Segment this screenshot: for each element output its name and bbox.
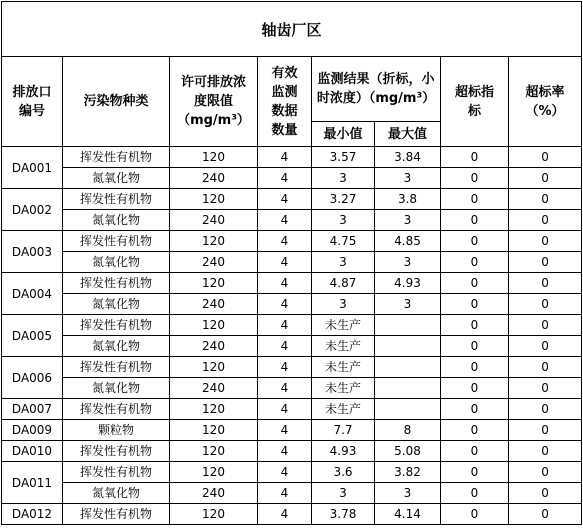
valid-count-cell: 4 — [258, 231, 312, 252]
header-max: 最大值 — [375, 122, 441, 147]
pollutant-cell: 挥发性有机物 — [63, 147, 170, 168]
min-value-cell: 3 — [312, 168, 375, 189]
title-row — [2, 2, 582, 57]
limit-cell: 240 — [170, 210, 258, 231]
table-row — [2, 336, 582, 357]
limit-cell: 120 — [170, 315, 258, 336]
valid-count-cell: 4 — [258, 462, 312, 483]
max-value-cell: 3 — [375, 294, 441, 315]
max-value-cell: 3 — [375, 210, 441, 231]
valid-count-cell: 4 — [258, 294, 312, 315]
valid-count-cell: 4 — [258, 210, 312, 231]
emission-monitoring-table — [1, 1, 582, 525]
exceed-rate-cell: 0 — [509, 399, 582, 420]
min-value-cell: 3 — [312, 210, 375, 231]
pollutant-cell: 挥发性有机物 — [63, 189, 170, 210]
valid-count-cell: 4 — [258, 147, 312, 168]
exceed-rate-cell: 0 — [509, 273, 582, 294]
header-exceed-rate-line1: 超标率 — [525, 84, 565, 100]
min-value-cell: 未生产 — [312, 399, 375, 420]
exceed-indicator-cell: 0 — [441, 441, 509, 462]
header-result-line1: 监测结果（折标，小 — [317, 72, 435, 87]
exceed-indicator-cell: 0 — [441, 189, 509, 210]
limit-cell: 120 — [170, 420, 258, 441]
exceed-indicator-cell: 0 — [441, 294, 509, 315]
table-title: 轴齿厂区 — [2, 2, 582, 57]
limit-cell: 120 — [170, 441, 258, 462]
limit-cell: 120 — [170, 147, 258, 168]
max-value-cell: 3.8 — [375, 189, 441, 210]
max-value-cell: 3 — [375, 252, 441, 273]
table-row — [2, 147, 582, 168]
table-row — [2, 294, 582, 315]
limit-cell: 240 — [170, 378, 258, 399]
header-outlet-id — [2, 57, 63, 147]
header-monitoring-result — [312, 57, 441, 122]
min-value-cell: 3.78 — [312, 504, 375, 525]
exceed-rate-cell: 0 — [509, 294, 582, 315]
max-value-cell — [375, 357, 441, 378]
min-value-cell: 未生产 — [312, 357, 375, 378]
exceed-rate-cell: 0 — [509, 168, 582, 189]
table-row — [2, 315, 582, 336]
header-exceed-indicator — [441, 57, 509, 147]
pollutant-cell: 氮氧化物 — [63, 378, 170, 399]
header-exceed-rate-line2: （%） — [525, 103, 565, 119]
table-row — [2, 420, 582, 441]
exceed-indicator-cell: 0 — [441, 231, 509, 252]
limit-cell: 120 — [170, 357, 258, 378]
valid-count-cell: 4 — [258, 504, 312, 525]
exceed-rate-cell: 0 — [509, 336, 582, 357]
outlet-id-cell: DA009 — [2, 420, 63, 441]
limit-cell: 240 — [170, 483, 258, 504]
max-value-cell: 3.84 — [375, 147, 441, 168]
limit-cell: 120 — [170, 231, 258, 252]
max-value-cell: 4.93 — [375, 273, 441, 294]
table-row — [2, 189, 582, 210]
limit-cell: 120 — [170, 273, 258, 294]
pollutant-cell: 挥发性有机物 — [63, 273, 170, 294]
table-row — [2, 399, 582, 420]
pollutant-cell: 挥发性有机物 — [63, 462, 170, 483]
header-exceed-indicator-line1: 超标指 — [454, 84, 494, 100]
exceed-indicator-cell: 0 — [441, 357, 509, 378]
min-value-cell: 3 — [312, 483, 375, 504]
max-value-cell: 8 — [375, 420, 441, 441]
exceed-indicator-cell: 0 — [441, 252, 509, 273]
exceed-rate-cell: 0 — [509, 504, 582, 525]
exceed-indicator-cell: 0 — [441, 420, 509, 441]
pollutant-cell: 氮氧化物 — [63, 483, 170, 504]
table-row — [2, 252, 582, 273]
outlet-id-cell: DA001 — [2, 147, 63, 189]
exceed-indicator-cell: 0 — [441, 378, 509, 399]
valid-count-cell: 4 — [258, 336, 312, 357]
max-value-cell: 4.14 — [375, 504, 441, 525]
pollutant-cell: 挥发性有机物 — [63, 399, 170, 420]
min-value-cell: 4.93 — [312, 441, 375, 462]
pollutant-cell: 挥发性有机物 — [63, 441, 170, 462]
valid-count-cell: 4 — [258, 378, 312, 399]
header-row — [2, 57, 582, 122]
exceed-rate-cell: 0 — [509, 210, 582, 231]
header-limit-line1: 许可排放浓 — [180, 75, 246, 90]
limit-cell: 120 — [170, 504, 258, 525]
header-result-line2: 时浓度）（mg/m³） — [316, 91, 436, 106]
exceed-rate-cell: 0 — [509, 441, 582, 462]
min-value-cell: 3 — [312, 252, 375, 273]
limit-cell: 240 — [170, 168, 258, 189]
exceed-rate-cell: 0 — [509, 483, 582, 504]
outlet-id-cell: DA010 — [2, 441, 63, 462]
exceed-indicator-cell: 0 — [441, 399, 509, 420]
max-value-cell: 3.82 — [375, 462, 441, 483]
min-value-cell: 3.27 — [312, 189, 375, 210]
table-row — [2, 231, 582, 252]
pollutant-cell: 挥发性有机物 — [63, 231, 170, 252]
outlet-id-cell: DA012 — [2, 504, 63, 525]
exceed-indicator-cell: 0 — [441, 210, 509, 231]
exceed-rate-cell: 0 — [509, 315, 582, 336]
limit-cell: 240 — [170, 252, 258, 273]
outlet-id-cell: DA007 — [2, 399, 63, 420]
exceed-rate-cell: 0 — [509, 189, 582, 210]
max-value-cell: 3 — [375, 168, 441, 189]
header-exceed-rate — [509, 57, 582, 147]
pollutant-cell: 氮氧化物 — [63, 336, 170, 357]
valid-count-cell: 4 — [258, 483, 312, 504]
exceed-rate-cell: 0 — [509, 420, 582, 441]
limit-cell: 120 — [170, 399, 258, 420]
header-valid-count-line2: 监测 — [271, 84, 298, 100]
table-row — [2, 504, 582, 525]
header-limit-line3: （mg/m³） — [177, 113, 250, 128]
min-value-cell: 3 — [312, 294, 375, 315]
min-value-cell: 3.57 — [312, 147, 375, 168]
exceed-indicator-cell: 0 — [441, 147, 509, 168]
pollutant-cell: 氮氧化物 — [63, 252, 170, 273]
pollutant-cell: 氮氧化物 — [63, 168, 170, 189]
table-row — [2, 168, 582, 189]
header-limit — [170, 57, 258, 147]
min-value-cell: 未生产 — [312, 378, 375, 399]
valid-count-cell: 4 — [258, 315, 312, 336]
min-value-cell: 未生产 — [312, 336, 375, 357]
table-row — [2, 483, 582, 504]
valid-count-cell: 4 — [258, 252, 312, 273]
exceed-indicator-cell: 0 — [441, 462, 509, 483]
exceed-rate-cell: 0 — [509, 252, 582, 273]
table-row — [2, 210, 582, 231]
table-row — [2, 357, 582, 378]
header-limit-line2: 度限值 — [193, 94, 233, 109]
header-valid-count-line3: 数据 — [271, 103, 298, 119]
limit-cell: 120 — [170, 189, 258, 210]
header-exceed-indicator-line2: 标 — [467, 103, 481, 119]
limit-cell: 240 — [170, 294, 258, 315]
valid-count-cell: 4 — [258, 273, 312, 294]
outlet-id-cell: DA005 — [2, 315, 63, 357]
header-valid-count — [258, 57, 312, 147]
outlet-id-cell: DA011 — [2, 462, 63, 504]
exceed-rate-cell: 0 — [509, 231, 582, 252]
min-value-cell: 7.7 — [312, 420, 375, 441]
header-valid-count-line4: 数量 — [271, 122, 298, 138]
header-valid-count-line1: 有效 — [271, 65, 298, 81]
min-value-cell: 3.6 — [312, 462, 375, 483]
valid-count-cell: 4 — [258, 441, 312, 462]
valid-count-cell: 4 — [258, 168, 312, 189]
exceed-rate-cell: 0 — [509, 462, 582, 483]
outlet-id-cell: DA006 — [2, 357, 63, 399]
exceed-indicator-cell: 0 — [441, 315, 509, 336]
header-outlet-id-line1: 排放口 — [12, 84, 52, 100]
pollutant-cell: 挥发性有机物 — [63, 504, 170, 525]
max-value-cell — [375, 336, 441, 357]
max-value-cell: 4.85 — [375, 231, 441, 252]
pollutant-cell: 挥发性有机物 — [63, 315, 170, 336]
header-outlet-id-line2: 编号 — [18, 103, 45, 119]
exceed-indicator-cell: 0 — [441, 273, 509, 294]
pollutant-cell: 氮氧化物 — [63, 210, 170, 231]
max-value-cell: 5.08 — [375, 441, 441, 462]
exceed-rate-cell: 0 — [509, 147, 582, 168]
limit-cell: 240 — [170, 336, 258, 357]
table-row — [2, 441, 582, 462]
max-value-cell: 3 — [375, 483, 441, 504]
valid-count-cell: 4 — [258, 189, 312, 210]
exceed-indicator-cell: 0 — [441, 483, 509, 504]
valid-count-cell: 4 — [258, 420, 312, 441]
header-min: 最小值 — [312, 122, 375, 147]
exceed-rate-cell: 0 — [509, 378, 582, 399]
outlet-id-cell: DA004 — [2, 273, 63, 315]
exceed-indicator-cell: 0 — [441, 168, 509, 189]
min-value-cell: 4.87 — [312, 273, 375, 294]
max-value-cell — [375, 315, 441, 336]
pollutant-cell: 挥发性有机物 — [63, 357, 170, 378]
exceed-indicator-cell: 0 — [441, 504, 509, 525]
pollutant-cell: 颗粒物 — [63, 420, 170, 441]
table-row — [2, 378, 582, 399]
table-row — [2, 462, 582, 483]
min-value-cell: 4.75 — [312, 231, 375, 252]
limit-cell: 120 — [170, 462, 258, 483]
pollutant-cell: 氮氧化物 — [63, 294, 170, 315]
exceed-rate-cell: 0 — [509, 357, 582, 378]
valid-count-cell: 4 — [258, 399, 312, 420]
min-value-cell: 未生产 — [312, 315, 375, 336]
outlet-id-cell: DA002 — [2, 189, 63, 231]
max-value-cell — [375, 378, 441, 399]
table-row — [2, 273, 582, 294]
outlet-id-cell: DA003 — [2, 231, 63, 273]
exceed-indicator-cell: 0 — [441, 336, 509, 357]
max-value-cell — [375, 399, 441, 420]
valid-count-cell: 4 — [258, 357, 312, 378]
header-pollutant: 污染物种类 — [63, 57, 170, 147]
